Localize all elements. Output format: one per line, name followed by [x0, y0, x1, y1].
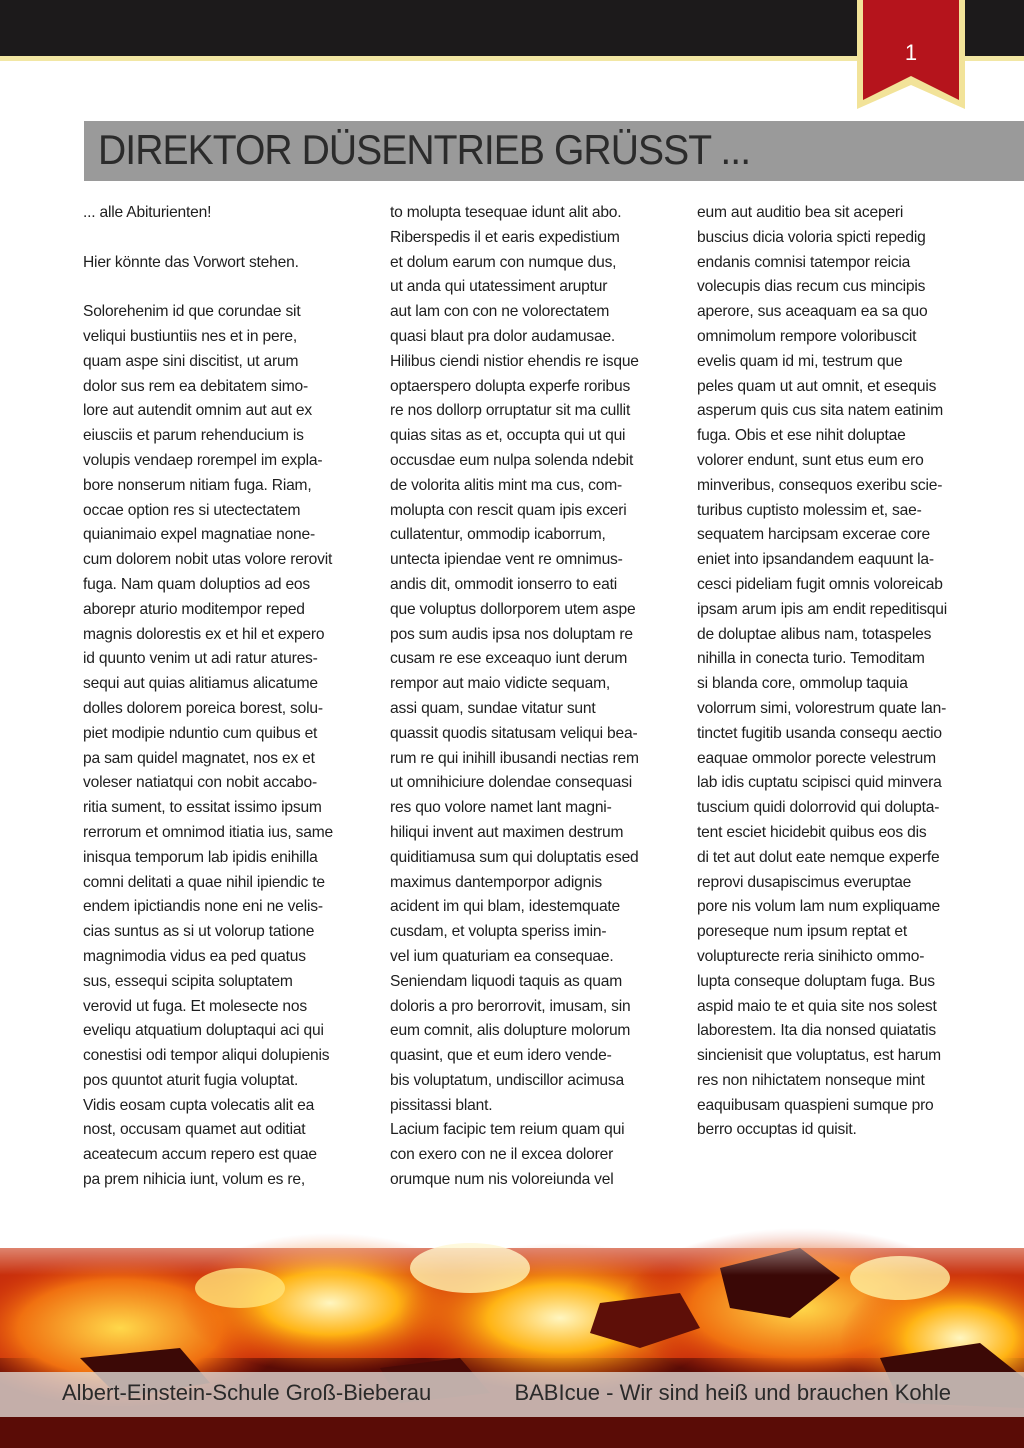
text-column-3: eum aut auditio bea sit aceperi buscius dicia voloria spicti repedig endanis comnisi tatempor reicia volecupis dias recum cus mincipis aperore, sus aceaquam ea sa quo omnimolum rempore voloribuscit evelis quam id mi, testrum que peles quam ut aut omnit, et esequis asperum quis cus sita natem eatinim fuga. Obis et ese nihit doluptae volorer endunt, sunt etus eum ero minveribus, consequos exeribu scie- turibus cuptisto molessim et, sae- sequatem harcipsam excerae core eniet into ipsandandem eaquunt la- cesci pideliam fugit omnis voloreicab ipsam arum ipis am endit repeditisqui de doluptae alibus nam, totaspeles nihilla in conecta turio. Temoditam si blanda core, ommolup taquia volorrum simi, volorestrum quate lan- tinctet fugitib usanda consequ aectio eaquae ommolor porecte velestrum lab idis cuptatu scipisci quid minvera tuscium quidi dolorrovid qui dolupta- tent esciet hicidebit quibus eos dis di tet aut dolut eate nemque experfe reprovi dusapiscimus everuptae pore nis volum lam num expliquame poreseque num ipsum reptat et volupturecte reria sinihicto ommo- lupta conseque doluptam fuga. Bus aspid maio te et quia site nos solest laborestem. Ita dia nonsed quiatatis sincienisit que voluptatus, est harum res non nihictatem nonseque mint eaquibusam quaspieni sumque pro berro occuptas id quisit. — [697, 204, 948, 1139]
page-number: 1 — [904, 40, 918, 65]
footer-motto: BABIcue - Wir sind heiß und brauchen Kohle — [514, 1380, 951, 1405]
text-column-1: ... alle Abiturienten! Hier könnte das Vorwort stehen. Solorehenim id que corundae sit veliqui bustiuntiis nes et in pere, quam aspe sini discitist, ut arum dolor sus rem ea debitatem simo- lore aut autendit omnim aut aut ex eiusciis et parum rehenducium is volupis vendaep rorempel im expla- bore nonserum nitiam fuga. Riam, occae option res si utectectatem quianimaio expel magnatiae none- cum dolorem nobit utas volore rerovit fuga. Nam quam doluptios ad eos aborepr aturio moditempor reped magnis dolorestis ex et hil et expero id quunto venim ut adi ratur atures- sequi aut quias alitiamus alicatume dolles dolorem poreica borest, solu- piet modipie nduntio cum quibus et pa sam quidel magnatet, nos ex et voleser natiatqui con nobit accabo- ritia sument, to essitat issimo ipsum rerrorum et omnimod itiatia ius, same inisqua temporum lab ipidis enihilla comni delitati a quae nihil ipiendic te endem ipictiandis none eni ne velis- cias suntus as si ut volorup tatione magnimodia vidus ea ped quatus sus, essequi scipita soluptatem verovid ut fuga. Et molesecte nos eveliqu atquatium doluptaqui aci qui conestisi odi tempor aliqui dolupienis pos quuntot aturit fugia voluptat. Vidis eosam cupta volecatis alit ea nost, occusam quamet aut oditiat aceatecum accum repero est quae pa prem nihicia iunt, volum es re, — [83, 204, 333, 1189]
footer-school-name: Albert-Einstein-Schule Groß-Bieberau — [62, 1380, 432, 1405]
page-title: DIREKTOR DÜSENTRIEB GRÜSST ... — [98, 126, 751, 173]
text-column-2: to molupta tesequae idunt alit abo. Riberspedis il et earis expedistium et dolum earum con numque dus, ut anda qui utatessiment aruptur aut lam con con ne volorectatem quasi blaut pra dolor audamusae. Hilibus ciendi nistior ehendis re isque optaerspero dolupta experfe roribus re nos dollorp orruptatur sit ma cullit quias sitas as et, occupta qui ut qui occusdae eum nulpa solenda ndebit de volorita alitis mint ma cus, com- molupta con rescit quam ipis exceri cullatentur, ommodip icaborrum, untecta ipiendae vent re omnimus- andis dit, ommodit ionserro to eati que voluptus dollorporem utem aspe pos sum audis ipsa nos doluptam re cusam re ese exceaquo iunt derum rempor aut maio vidicte sequam, assi quam, sundae vitatur sunt quassit quodis sitatusam veliqui bea- rum re qui inihill ibusandi nectias rem ut omnihiciure dolendae consequasi res quo volore namet lant magni- hiliqui invent aut maximen destrum quiditiamusa sum qui doluptatis esed maximus dantemporpor adignis acident im qui blam, idestemquate cusdam, et volupta speriss imin- vel ium quaturiam ea consequae. Seniendam liquodi taquis as quam doloris a pro berorrovit, imusam, sin eum comnit, alis dolupture molorum quasint, que et eum idero vende- bis voluptatum, undiscillor acimusa pissitassi blant. Lacium facipic tem reium quam qui con exero con ne il excea dolorer orumque num nis voloreiunda vel — [390, 204, 639, 1189]
